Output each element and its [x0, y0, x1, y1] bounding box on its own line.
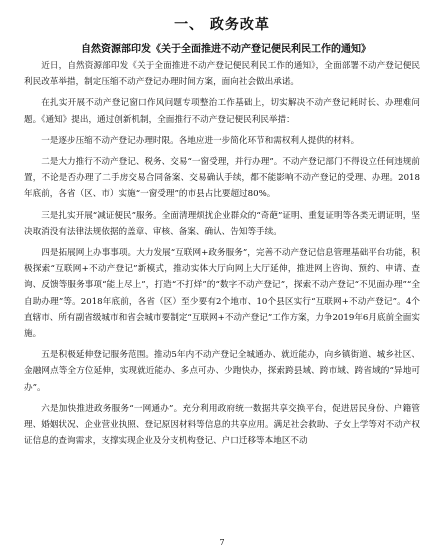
paragraph-item-5: 五是积极延伸登记服务范围。推动5年内不动产登记全城通办、就近能办，向乡镇街道、城乡社区、金融网点等全方位延伸，实现就近能办、多点可办、少跑快办，探索跨县域、跨市域、跨省域的“异地可办”。 — [24, 350, 420, 393]
paragraph-item-4: 四是拓展网上办事事项。大力发展“互联网+政务服务”，完善不动产登记信息管理基础平台功能，积极探索“互联网+不动产登记”新模式，推动实体大厅向网上大厅延伸，推进网上咨询、预约、申请、查询、反馈等服务事项“能上尽上”，打造“不打烊”的“数字不动产登记”，探索不动产登记“不见面办理”“全自助办理”等。2018年底前，各省（区）至少要有2个地市、10个县区实行“互联网+不动产登记”。4个直辖市、所有副省级城市和省会城市要制定“互联网+不动产登记”工作方案，力争2019年6月底前全面实施。 — [24, 248, 420, 340]
paragraph-item-3: 三是扎实开展“减证便民”服务。全面清理烦扰企业群众的“奇葩”证明、重复证明等各类无谓证明，坚决取消没有法律法规依据的盖章、审核、备案、确认、告知等手续。 — [24, 210, 420, 237]
paragraph-item-2: 二是大力推行不动产登记、税务、交易“一窗受理，并行办理”。不动产登记部门不得设立任何违规前置，不论是否办理了二手房交易合同备案、交易确认手续，都不能影响不动产登记的受理、办理。2018年底前，各省（区、市）实施“一窗受理”的市县占比要超过80%。 — [24, 157, 420, 200]
section-title: 一、 政务改革 — [174, 17, 270, 33]
paragraph-item-6: 六是加快推进政务服务“一网通办”。充分利用政府统一数据共享交换平台，促进居民身份、户籍管理、婚姻状况、企业营业执照、登记原因材料等信息的共享应用。满足社会救助、子女上学等对不动产权证信息的查询需求，支撑实现企业及分支机构登记、户口迁移等本地区不动 — [24, 403, 420, 447]
article-headline: 自然资源部印发《关于全面推进不动产登记便民利民工作的通知》 — [81, 44, 371, 55]
paragraph-item-1: 一是逐步压缩不动产登记办理时限。各地应进一步简化环节和需权利人提供的材料。 — [41, 135, 360, 146]
paragraph-overview: 在扎实开展不动产登记窗口作风问题专项整治工作基础上，切实解决不动产登记耗时长、办理难问题。《通知》提出，通过创新机制，全面推行不动产登记便民利民举措： — [24, 98, 420, 125]
article-body — [24, 58, 420, 454]
paragraph-intro: 近日，自然资源部印发《关于全面推进不动产登记便民利民工作的通知》，全面部署不动产登记便民利民改革举措，制定压缩不动产登记办理时间方案，面向社会做出承诺。 — [24, 61, 420, 88]
page-number: 7 — [219, 538, 225, 547]
